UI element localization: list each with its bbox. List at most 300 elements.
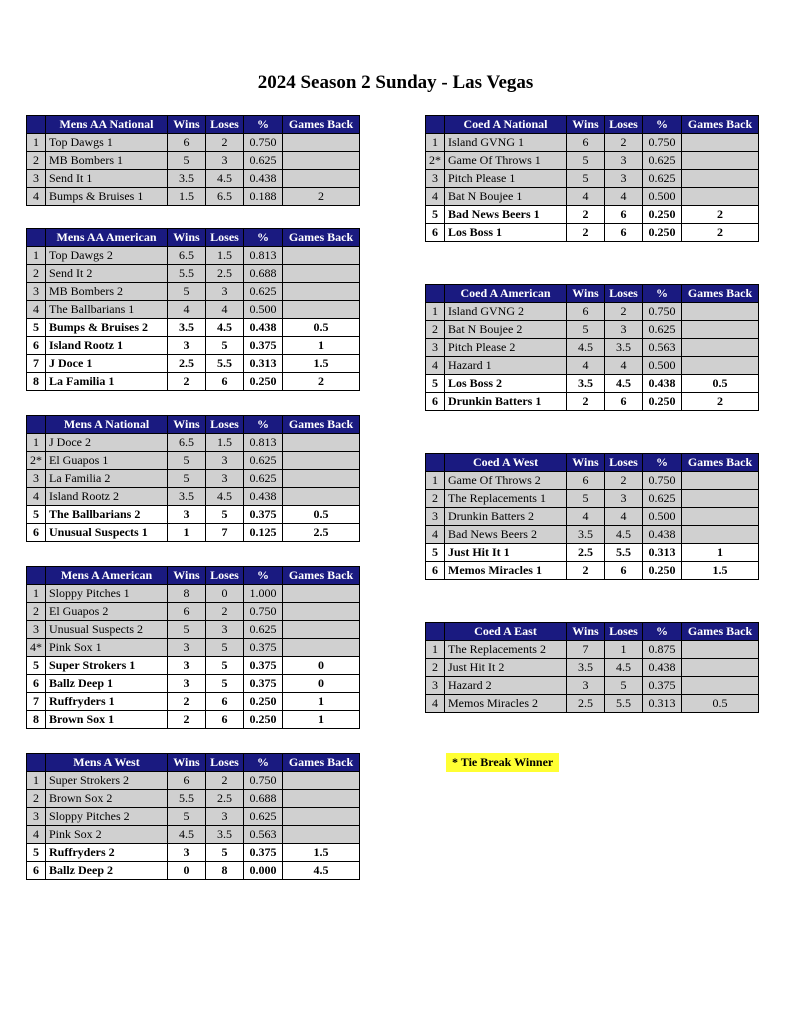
gb-cell: 1.5 bbox=[682, 562, 759, 580]
rank-header bbox=[27, 754, 46, 772]
pct-cell: 0.563 bbox=[643, 339, 682, 357]
table-row bbox=[27, 247, 360, 265]
pct-cell: 0.750 bbox=[643, 303, 682, 321]
pct-cell: 0.438 bbox=[643, 375, 682, 393]
pct-cell: 0.750 bbox=[244, 772, 283, 790]
wins-cell: 6 bbox=[567, 134, 605, 152]
column-header-games-back: Games Back bbox=[682, 285, 759, 303]
rank-cell: 4 bbox=[426, 188, 445, 206]
pct-cell: 0.250 bbox=[643, 206, 682, 224]
gb-cell bbox=[283, 639, 360, 657]
gb-cell: 4.5 bbox=[283, 862, 360, 880]
header-row bbox=[426, 454, 759, 472]
gb-cell bbox=[283, 134, 360, 152]
table-row bbox=[27, 506, 360, 524]
gb-cell: 2 bbox=[283, 373, 360, 391]
pct-cell: 0.625 bbox=[244, 452, 283, 470]
division-name: Mens A West bbox=[46, 754, 168, 772]
table-row bbox=[27, 693, 360, 711]
wins-cell: 3 bbox=[168, 506, 206, 524]
rank-cell: 2 bbox=[426, 659, 445, 677]
wins-cell: 1 bbox=[168, 524, 206, 542]
loses-cell: 2.5 bbox=[206, 265, 244, 283]
gb-cell bbox=[682, 490, 759, 508]
table-row bbox=[426, 224, 759, 242]
wins-cell: 2.5 bbox=[567, 544, 605, 562]
table-row bbox=[27, 603, 360, 621]
wins-cell: 5 bbox=[567, 490, 605, 508]
team-name-cell: MB Bombers 1 bbox=[46, 152, 168, 170]
wins-cell: 2 bbox=[567, 224, 605, 242]
table-row bbox=[426, 490, 759, 508]
team-name-cell: The Ballbarians 1 bbox=[46, 301, 168, 319]
team-name-cell: Island GVNG 2 bbox=[445, 303, 567, 321]
header-row bbox=[27, 567, 360, 585]
gb-cell bbox=[283, 283, 360, 301]
pct-cell: 0.438 bbox=[244, 488, 283, 506]
rank-header bbox=[426, 116, 445, 134]
column-header-loses: Loses bbox=[605, 285, 643, 303]
rank-cell: 7 bbox=[27, 693, 46, 711]
wins-cell: 5 bbox=[168, 452, 206, 470]
table-row bbox=[27, 452, 360, 470]
gb-cell bbox=[283, 808, 360, 826]
column-header-loses: Loses bbox=[206, 116, 244, 134]
gb-cell bbox=[283, 152, 360, 170]
team-name-cell: Memos Miracles 2 bbox=[445, 695, 567, 713]
pct-cell: 0.375 bbox=[244, 337, 283, 355]
pct-cell: 0.688 bbox=[244, 790, 283, 808]
rank-cell: 1 bbox=[426, 134, 445, 152]
gb-cell: 1 bbox=[283, 711, 360, 729]
wins-cell: 3.5 bbox=[168, 170, 206, 188]
table-row bbox=[27, 170, 360, 188]
wins-cell: 6.5 bbox=[168, 247, 206, 265]
table-row bbox=[27, 434, 360, 452]
wins-cell: 2 bbox=[168, 373, 206, 391]
pct-cell: 0.375 bbox=[244, 506, 283, 524]
pct-cell: 0.313 bbox=[643, 544, 682, 562]
rank-cell: 7 bbox=[27, 355, 46, 373]
gb-cell: 2 bbox=[283, 188, 360, 206]
team-name-cell: Sloppy Pitches 1 bbox=[46, 585, 168, 603]
table-row bbox=[27, 826, 360, 844]
rank-header bbox=[27, 229, 46, 247]
gb-cell: 1.5 bbox=[283, 844, 360, 862]
pct-cell: 0.500 bbox=[643, 508, 682, 526]
table-row bbox=[27, 524, 360, 542]
team-name-cell: J Doce 1 bbox=[46, 355, 168, 373]
team-name-cell: Sloppy Pitches 2 bbox=[46, 808, 168, 826]
column-header-games-back: Games Back bbox=[682, 623, 759, 641]
wins-cell: 2 bbox=[567, 206, 605, 224]
standings-table-mens-a-american bbox=[26, 566, 360, 729]
loses-cell: 4 bbox=[206, 301, 244, 319]
table-row bbox=[27, 373, 360, 391]
gb-cell bbox=[283, 301, 360, 319]
table-row bbox=[426, 188, 759, 206]
rank-cell: 2 bbox=[27, 790, 46, 808]
column-header-games-back: Games Back bbox=[682, 116, 759, 134]
team-name-cell: Island Rootz 2 bbox=[46, 488, 168, 506]
rank-cell: 1 bbox=[426, 472, 445, 490]
loses-cell: 5 bbox=[206, 844, 244, 862]
gb-cell bbox=[682, 188, 759, 206]
team-name-cell: The Replacements 2 bbox=[445, 641, 567, 659]
gb-cell: 2.5 bbox=[283, 524, 360, 542]
wins-cell: 5.5 bbox=[168, 790, 206, 808]
rank-cell: 5 bbox=[27, 506, 46, 524]
pct-cell: 0.313 bbox=[643, 695, 682, 713]
division-name: Mens A American bbox=[46, 567, 168, 585]
rank-cell: 3 bbox=[426, 677, 445, 695]
team-name-cell: Bumps & Bruises 2 bbox=[46, 319, 168, 337]
gb-cell bbox=[682, 677, 759, 695]
table-row bbox=[27, 844, 360, 862]
rank-cell: 6 bbox=[27, 524, 46, 542]
table-row bbox=[27, 808, 360, 826]
rank-cell: 6 bbox=[27, 337, 46, 355]
loses-cell: 1.5 bbox=[206, 434, 244, 452]
gb-cell: 1 bbox=[682, 544, 759, 562]
pct-cell: 0.125 bbox=[244, 524, 283, 542]
loses-cell: 5 bbox=[206, 337, 244, 355]
wins-cell: 4.5 bbox=[567, 339, 605, 357]
pct-cell: 0.625 bbox=[643, 152, 682, 170]
rank-cell: 2 bbox=[426, 490, 445, 508]
rank-header bbox=[27, 416, 46, 434]
table-row bbox=[27, 772, 360, 790]
column-header-pct: % bbox=[244, 567, 283, 585]
wins-cell: 4 bbox=[168, 301, 206, 319]
rank-cell: 2 bbox=[27, 265, 46, 283]
loses-cell: 5.5 bbox=[605, 544, 643, 562]
pct-cell: 0.750 bbox=[643, 472, 682, 490]
team-name-cell: Bumps & Bruises 1 bbox=[46, 188, 168, 206]
column-header-pct: % bbox=[643, 116, 682, 134]
table-row bbox=[27, 265, 360, 283]
rank-cell: 6 bbox=[27, 862, 46, 880]
table-row bbox=[27, 301, 360, 319]
standings-table-coed-a-east bbox=[425, 622, 759, 713]
team-name-cell: El Guapos 2 bbox=[46, 603, 168, 621]
rank-header bbox=[27, 567, 46, 585]
team-name-cell: Brown Sox 1 bbox=[46, 711, 168, 729]
team-name-cell: Pitch Please 1 bbox=[445, 170, 567, 188]
standings-table-mens-aa-national bbox=[26, 115, 360, 206]
pct-cell: 0.250 bbox=[643, 562, 682, 580]
rank-cell: 1 bbox=[27, 134, 46, 152]
team-name-cell: Send It 2 bbox=[46, 265, 168, 283]
table-row bbox=[27, 711, 360, 729]
gb-cell: 1 bbox=[283, 337, 360, 355]
pct-cell: 0.250 bbox=[643, 224, 682, 242]
column-header-pct: % bbox=[643, 623, 682, 641]
loses-cell: 6.5 bbox=[206, 188, 244, 206]
column-header-loses: Loses bbox=[605, 454, 643, 472]
gb-cell: 0.5 bbox=[283, 319, 360, 337]
loses-cell: 5.5 bbox=[206, 355, 244, 373]
standings-table-coed-a-american bbox=[425, 284, 759, 411]
table-row bbox=[426, 375, 759, 393]
wins-cell: 2.5 bbox=[168, 355, 206, 373]
rank-cell: 5 bbox=[426, 206, 445, 224]
column-header-wins: Wins bbox=[567, 116, 605, 134]
loses-cell: 3 bbox=[206, 452, 244, 470]
pct-cell: 0.875 bbox=[643, 641, 682, 659]
wins-cell: 5 bbox=[567, 321, 605, 339]
loses-cell: 3 bbox=[605, 490, 643, 508]
table-row bbox=[426, 695, 759, 713]
table-row bbox=[426, 508, 759, 526]
team-name-cell: J Doce 2 bbox=[46, 434, 168, 452]
column-header-loses: Loses bbox=[206, 754, 244, 772]
gb-cell bbox=[283, 452, 360, 470]
pct-cell: 0.625 bbox=[643, 321, 682, 339]
pct-cell: 0.250 bbox=[244, 711, 283, 729]
standings-table-mens-a-national bbox=[26, 415, 360, 542]
table-row bbox=[426, 393, 759, 411]
team-name-cell: Memos Miracles 1 bbox=[445, 562, 567, 580]
pct-cell: 0.375 bbox=[643, 677, 682, 695]
loses-cell: 2 bbox=[605, 303, 643, 321]
team-name-cell: Hazard 2 bbox=[445, 677, 567, 695]
team-name-cell: Drunkin Batters 2 bbox=[445, 508, 567, 526]
loses-cell: 1.5 bbox=[206, 247, 244, 265]
rank-cell: 5 bbox=[27, 657, 46, 675]
pct-cell: 0.625 bbox=[643, 490, 682, 508]
table-row bbox=[426, 677, 759, 695]
pct-cell: 0.375 bbox=[244, 657, 283, 675]
pct-cell: 0.438 bbox=[643, 659, 682, 677]
gb-cell: 1 bbox=[283, 693, 360, 711]
pct-cell: 0.750 bbox=[244, 134, 283, 152]
rank-cell: 4 bbox=[27, 826, 46, 844]
pct-cell: 0.625 bbox=[244, 283, 283, 301]
rank-cell: 5 bbox=[27, 319, 46, 337]
table-row bbox=[426, 170, 759, 188]
table-row bbox=[27, 470, 360, 488]
rank-cell: 2 bbox=[27, 603, 46, 621]
loses-cell: 3 bbox=[206, 152, 244, 170]
table-row bbox=[426, 152, 759, 170]
wins-cell: 2 bbox=[567, 393, 605, 411]
gb-cell bbox=[283, 434, 360, 452]
column-header-loses: Loses bbox=[206, 416, 244, 434]
column-header-wins: Wins bbox=[168, 754, 206, 772]
table-row bbox=[27, 585, 360, 603]
team-name-cell: Bat N Boujee 2 bbox=[445, 321, 567, 339]
pct-cell: 0.625 bbox=[244, 152, 283, 170]
gb-cell: 0 bbox=[283, 657, 360, 675]
pct-cell: 0.500 bbox=[244, 301, 283, 319]
wins-cell: 2 bbox=[567, 562, 605, 580]
pct-cell: 1.000 bbox=[244, 585, 283, 603]
standings-table-coed-a-west bbox=[425, 453, 759, 580]
division-name: Mens AA National bbox=[46, 116, 168, 134]
loses-cell: 6 bbox=[605, 562, 643, 580]
rank-cell: 4 bbox=[27, 301, 46, 319]
wins-cell: 3 bbox=[567, 677, 605, 695]
pct-cell: 0.813 bbox=[244, 434, 283, 452]
loses-cell: 7 bbox=[206, 524, 244, 542]
team-name-cell: El Guapos 1 bbox=[46, 452, 168, 470]
gb-cell bbox=[283, 826, 360, 844]
team-name-cell: Island GVNG 1 bbox=[445, 134, 567, 152]
pct-cell: 0.375 bbox=[244, 844, 283, 862]
wins-cell: 1.5 bbox=[168, 188, 206, 206]
column-header-wins: Wins bbox=[567, 285, 605, 303]
gb-cell bbox=[682, 508, 759, 526]
loses-cell: 6 bbox=[605, 393, 643, 411]
wins-cell: 5 bbox=[168, 470, 206, 488]
wins-cell: 6 bbox=[168, 772, 206, 790]
gb-cell: 0 bbox=[283, 675, 360, 693]
column-header-wins: Wins bbox=[168, 116, 206, 134]
wins-cell: 3 bbox=[168, 657, 206, 675]
team-name-cell: Ruffryders 2 bbox=[46, 844, 168, 862]
team-name-cell: Game Of Throws 1 bbox=[445, 152, 567, 170]
pct-cell: 0.813 bbox=[244, 247, 283, 265]
pct-cell: 0.188 bbox=[244, 188, 283, 206]
rank-header bbox=[426, 285, 445, 303]
team-name-cell: Bat N Boujee 1 bbox=[445, 188, 567, 206]
wins-cell: 3.5 bbox=[567, 375, 605, 393]
team-name-cell: MB Bombers 2 bbox=[46, 283, 168, 301]
rank-cell: 1 bbox=[27, 585, 46, 603]
rank-cell: 2* bbox=[27, 452, 46, 470]
wins-cell: 3.5 bbox=[567, 526, 605, 544]
rank-header bbox=[426, 454, 445, 472]
gb-cell bbox=[283, 265, 360, 283]
wins-cell: 8 bbox=[168, 585, 206, 603]
gb-cell bbox=[283, 585, 360, 603]
gb-cell bbox=[682, 357, 759, 375]
gb-cell bbox=[283, 790, 360, 808]
wins-cell: 4 bbox=[567, 357, 605, 375]
team-name-cell: Unusual Suspects 2 bbox=[46, 621, 168, 639]
rank-cell: 4 bbox=[426, 695, 445, 713]
table-row bbox=[426, 526, 759, 544]
wins-cell: 6.5 bbox=[168, 434, 206, 452]
loses-cell: 5 bbox=[206, 675, 244, 693]
rank-cell: 3 bbox=[27, 470, 46, 488]
gb-cell: 0.5 bbox=[682, 375, 759, 393]
table-row bbox=[27, 152, 360, 170]
column-header-wins: Wins bbox=[168, 229, 206, 247]
rank-cell: 3 bbox=[426, 170, 445, 188]
loses-cell: 5 bbox=[206, 506, 244, 524]
loses-cell: 3 bbox=[605, 170, 643, 188]
loses-cell: 4.5 bbox=[605, 375, 643, 393]
loses-cell: 4 bbox=[605, 508, 643, 526]
loses-cell: 0 bbox=[206, 585, 244, 603]
gb-cell bbox=[682, 170, 759, 188]
wins-cell: 2 bbox=[168, 711, 206, 729]
gb-cell bbox=[682, 321, 759, 339]
header-row bbox=[426, 116, 759, 134]
team-name-cell: Brown Sox 2 bbox=[46, 790, 168, 808]
team-name-cell: Island Rootz 1 bbox=[46, 337, 168, 355]
rank-header bbox=[27, 116, 46, 134]
pct-cell: 0.563 bbox=[244, 826, 283, 844]
wins-cell: 3 bbox=[168, 337, 206, 355]
table-row bbox=[27, 675, 360, 693]
header-row bbox=[426, 285, 759, 303]
loses-cell: 3 bbox=[605, 152, 643, 170]
loses-cell: 4.5 bbox=[605, 526, 643, 544]
table-row bbox=[426, 357, 759, 375]
wins-cell: 3 bbox=[168, 639, 206, 657]
rank-cell: 3 bbox=[426, 339, 445, 357]
rank-cell: 4 bbox=[426, 526, 445, 544]
gb-cell bbox=[682, 152, 759, 170]
rank-cell: 4* bbox=[27, 639, 46, 657]
rank-cell: 1 bbox=[27, 772, 46, 790]
pct-cell: 0.375 bbox=[244, 675, 283, 693]
loses-cell: 4.5 bbox=[206, 170, 244, 188]
team-name-cell: Top Dawgs 1 bbox=[46, 134, 168, 152]
table-row bbox=[426, 659, 759, 677]
team-name-cell: Pink Sox 2 bbox=[46, 826, 168, 844]
wins-cell: 2.5 bbox=[567, 695, 605, 713]
table-row bbox=[27, 488, 360, 506]
rank-cell: 3 bbox=[27, 808, 46, 826]
rank-cell: 4 bbox=[27, 488, 46, 506]
table-row bbox=[27, 188, 360, 206]
wins-cell: 6 bbox=[567, 303, 605, 321]
table-row bbox=[27, 283, 360, 301]
gb-cell bbox=[682, 641, 759, 659]
wins-cell: 5 bbox=[567, 152, 605, 170]
team-name-cell: Bad News Beers 2 bbox=[445, 526, 567, 544]
column-header-pct: % bbox=[244, 416, 283, 434]
division-name: Coed A National bbox=[445, 116, 567, 134]
rank-cell: 8 bbox=[27, 711, 46, 729]
division-name: Coed A East bbox=[445, 623, 567, 641]
table-row bbox=[426, 134, 759, 152]
loses-cell: 5.5 bbox=[605, 695, 643, 713]
pct-cell: 0.500 bbox=[643, 188, 682, 206]
table-row bbox=[27, 862, 360, 880]
loses-cell: 2 bbox=[206, 134, 244, 152]
table-row bbox=[27, 657, 360, 675]
pct-cell: 0.750 bbox=[643, 134, 682, 152]
team-name-cell: Unusual Suspects 1 bbox=[46, 524, 168, 542]
page-title: 2024 Season 2 Sunday - Las Vegas bbox=[257, 72, 534, 93]
pct-cell: 0.000 bbox=[244, 862, 283, 880]
rank-cell: 3 bbox=[27, 621, 46, 639]
team-name-cell: Just Hit It 2 bbox=[445, 659, 567, 677]
pct-cell: 0.438 bbox=[244, 319, 283, 337]
table-row bbox=[27, 621, 360, 639]
loses-cell: 2.5 bbox=[206, 790, 244, 808]
gb-cell bbox=[283, 603, 360, 621]
table-row bbox=[27, 355, 360, 373]
table-row bbox=[426, 321, 759, 339]
rank-cell: 1 bbox=[27, 434, 46, 452]
gb-cell bbox=[682, 339, 759, 357]
gb-cell bbox=[283, 170, 360, 188]
wins-cell: 3.5 bbox=[567, 659, 605, 677]
team-name-cell: Ballz Deep 2 bbox=[46, 862, 168, 880]
header-row bbox=[27, 416, 360, 434]
loses-cell: 3.5 bbox=[605, 339, 643, 357]
table-row bbox=[426, 562, 759, 580]
table-row bbox=[426, 303, 759, 321]
column-header-pct: % bbox=[643, 285, 682, 303]
gb-cell: 2 bbox=[682, 393, 759, 411]
